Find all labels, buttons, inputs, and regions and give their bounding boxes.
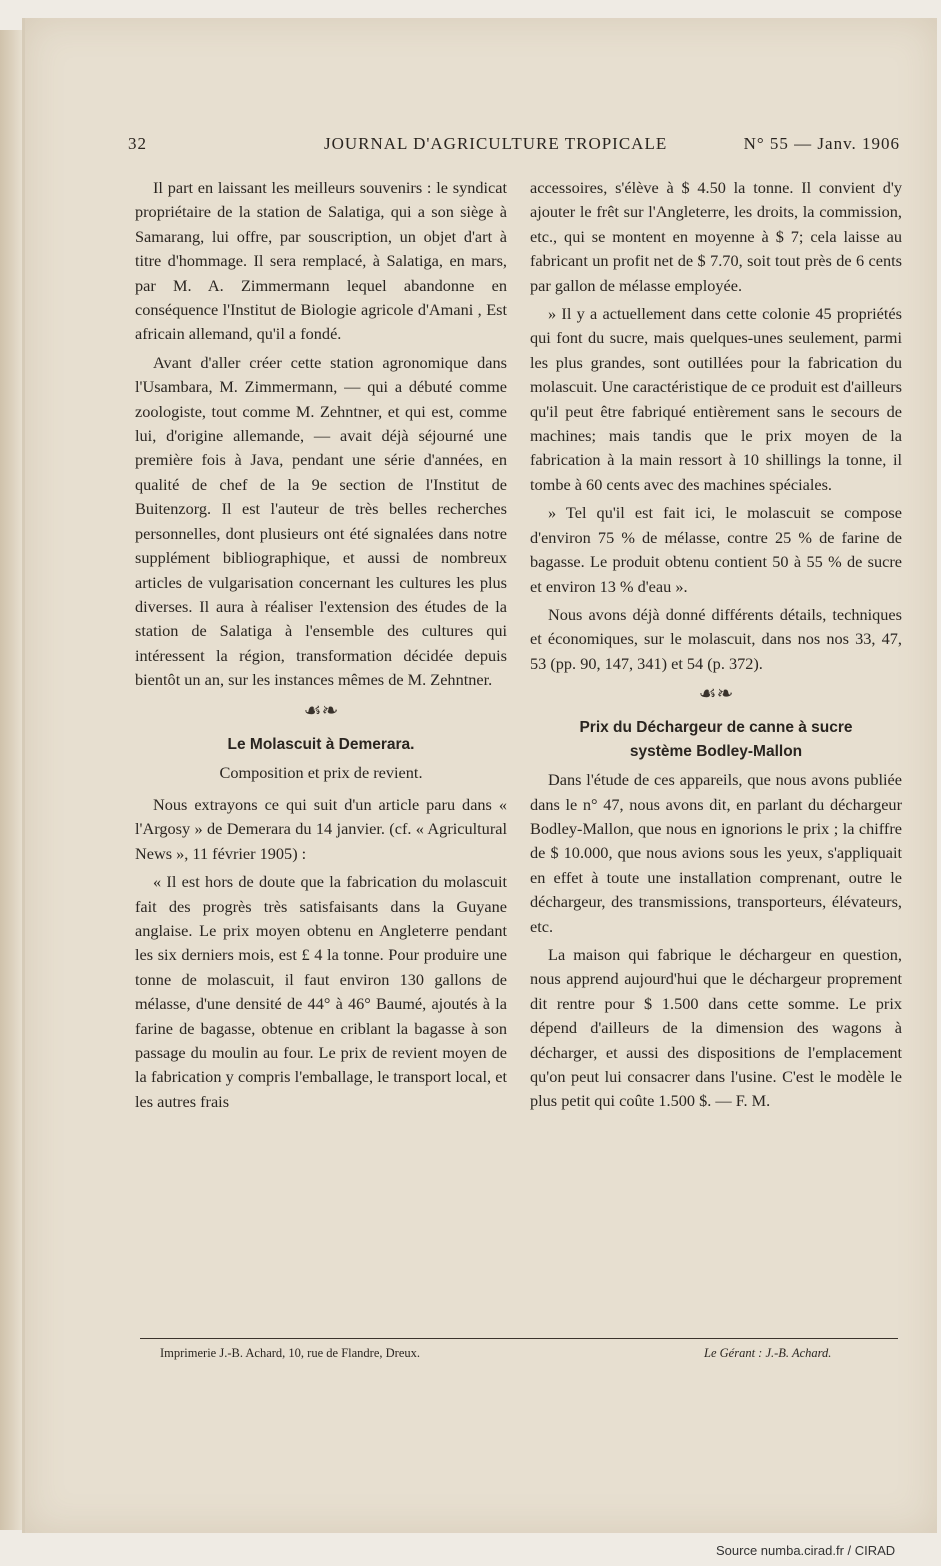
page-number: 32: [128, 134, 147, 153]
paragraph: » Il y a actuellement dans cette colonie 45 propriétés qui font du sucre, mais quelques-unes seulement, parmi les plus grandes, sont outillées pour la fabrication du molascuit. Une caractéristique de ce produit est d'ailleurs qu'il peut être fabriqué entièrement sans le secours de machines; mais tandis que le prix moyen de la fabrication à la main ressort à 10 shillings la tonne, il tombe à 60 cents avec des machines spéciales.: [530, 304, 902, 494]
article-title-line2: système Bodley-Mallon: [629, 743, 803, 761]
paragraph: Nous extrayons ce qui suit d'un article paru dans « l'Argosy » de Demerara du 14 janvier. (cf. « Agricultural News », 11 février 1905) :: [135, 794, 507, 863]
journal-title: JOURNAL D'AGRICULTURE TROPICALE: [324, 134, 668, 153]
paragraph: Avant d'aller créer cette station agronomique dans l'Usambara, M. Zimmermann, — qui a débuté comme zoologiste, tout comme M. Zehntner, et qui est, comme lui, d'origine allemande, — avait déjà séjourné une première fois à Java, pendant une série d'années, en qualité de chef de la 9e section de l'Institut de Buitenzorg. Il est l'auteur de très belles recherches personnelles, dont plusieurs ont été signalées dans notre supplément bibliographique, et aussi de nombreux articles de vulgarisation concernant les cultures les plus diverses. Il aura à réaliser l'extension des études de la station de Salatiga à l'ensemble des cultures qui intéressent la région, transformation décidée depuis bientôt un an, sur les instances mêmes de M. Zehntner.: [135, 352, 507, 690]
paragraph: Dans l'étude de ces appareils, que nous avons publiée dans le n° 47, nous avons dit, en parlant du déchargeur Bodley-Mallon, que nous en ignorions le prix ; la chiffre de $ 10.000, que nous avions sous les yeux, s'appliquait en effet à toute une installation comprenant, outre le déchargeur, des transmissions, transporteurs, élévateurs, etc.: [530, 770, 902, 936]
running-header: [128, 134, 900, 160]
paragraph: « Il est hors de doute que la fabrication du molascuit fait des progrès très satisfaisants dans la Guyane anglaise. Le prix moyen obtenu en Angleterre pendant les six derniers mois, est £ 4 la tonne. Pour produire une tonne de molascuit, il faut environ 130 gallons de mélasse, d'une densité de 44° à 46° Baumé, ajoutés à la farine de bagasse, obtenue en criblant la bagasse à son passage du moulin au four. Le prix de revient moyen de la fabrication y compris l'emballage, le transport local, et les autres frais: [135, 872, 507, 1111]
ornament-icon: ☙❧: [698, 683, 734, 706]
manager-signature: Le Gérant : J.-B. Achard.: [704, 1346, 832, 1360]
article-title: Le Molascuit à Demerara.: [227, 735, 415, 753]
book-spine: [0, 30, 22, 1530]
source-credit: Source numba.cirad.fr / CIRAD: [716, 1543, 896, 1558]
printer-imprint: Imprimerie J.-B. Achard, 10, rue de Flandre, Dreux.: [160, 1346, 420, 1360]
ornament-icon: ☙❧: [303, 699, 339, 722]
article-title-line1: Prix du Déchargeur de canne à sucre: [579, 719, 853, 737]
right-column: [530, 176, 902, 1118]
paragraph: La maison qui fabrique le déchargeur en question, nous apprend aujourd'hui que le déchargeur proprement dit rentre pour $ 1.500 dans cette somme. Le prix dépend d'ailleurs de la dimension des wagons à décharger, et aussi des dispositions de l'emplacement qu'on peut lui consacrer dans l'usine. C'est le modèle le plus petit qui coûte 1.500 $. — F. M.: [530, 944, 902, 1111]
paragraph: accessoires, s'élève à $ 4.50 la tonne. Il convient d'y ajouter le frêt sur l'Angleterre, les droits, la commission, etc., qui se montent en moyenne à $ 7; cela laisse au fabricant un profit net de $ 7.70, soit tout près de 6 cents par gallon de mélasse employée.: [530, 178, 902, 295]
left-column: [135, 176, 507, 1118]
paragraph: Nous avons déjà donné différents détails, techniques et économiques, sur le molascuit, dans nos nos 33, 47, 53 (pp. 90, 147, 341) et 54 (p. 372).: [530, 604, 902, 673]
article-subtitle: Composition et prix de revient.: [219, 762, 423, 782]
footer-rule: [140, 1338, 898, 1339]
paragraph: » Tel qu'il est fait ici, le molascuit se compose d'environ 75 % de mélasse, contre 25 % de farine de bagasse. Le produit obtenu contient 50 à 55 % de sucre et environ 13 % d'eau ».: [530, 503, 902, 596]
paragraph: Il part en laissant les meilleurs souvenirs : le syndicat propriétaire de la station de Salatiga, qui a son siège à Samarang, lui offre, par souscription, un objet d'art à titre d'hommage. Il sera remplacé, à Salatiga, en mars, par M. A. Zimmermann lequel abandonne en conséquence l'Institut de Biologie agricole d'Amani , Est africain allemand, qu'il a fondé.: [135, 178, 507, 344]
issue-number: N° 55 — Janv. 1906: [743, 134, 900, 153]
